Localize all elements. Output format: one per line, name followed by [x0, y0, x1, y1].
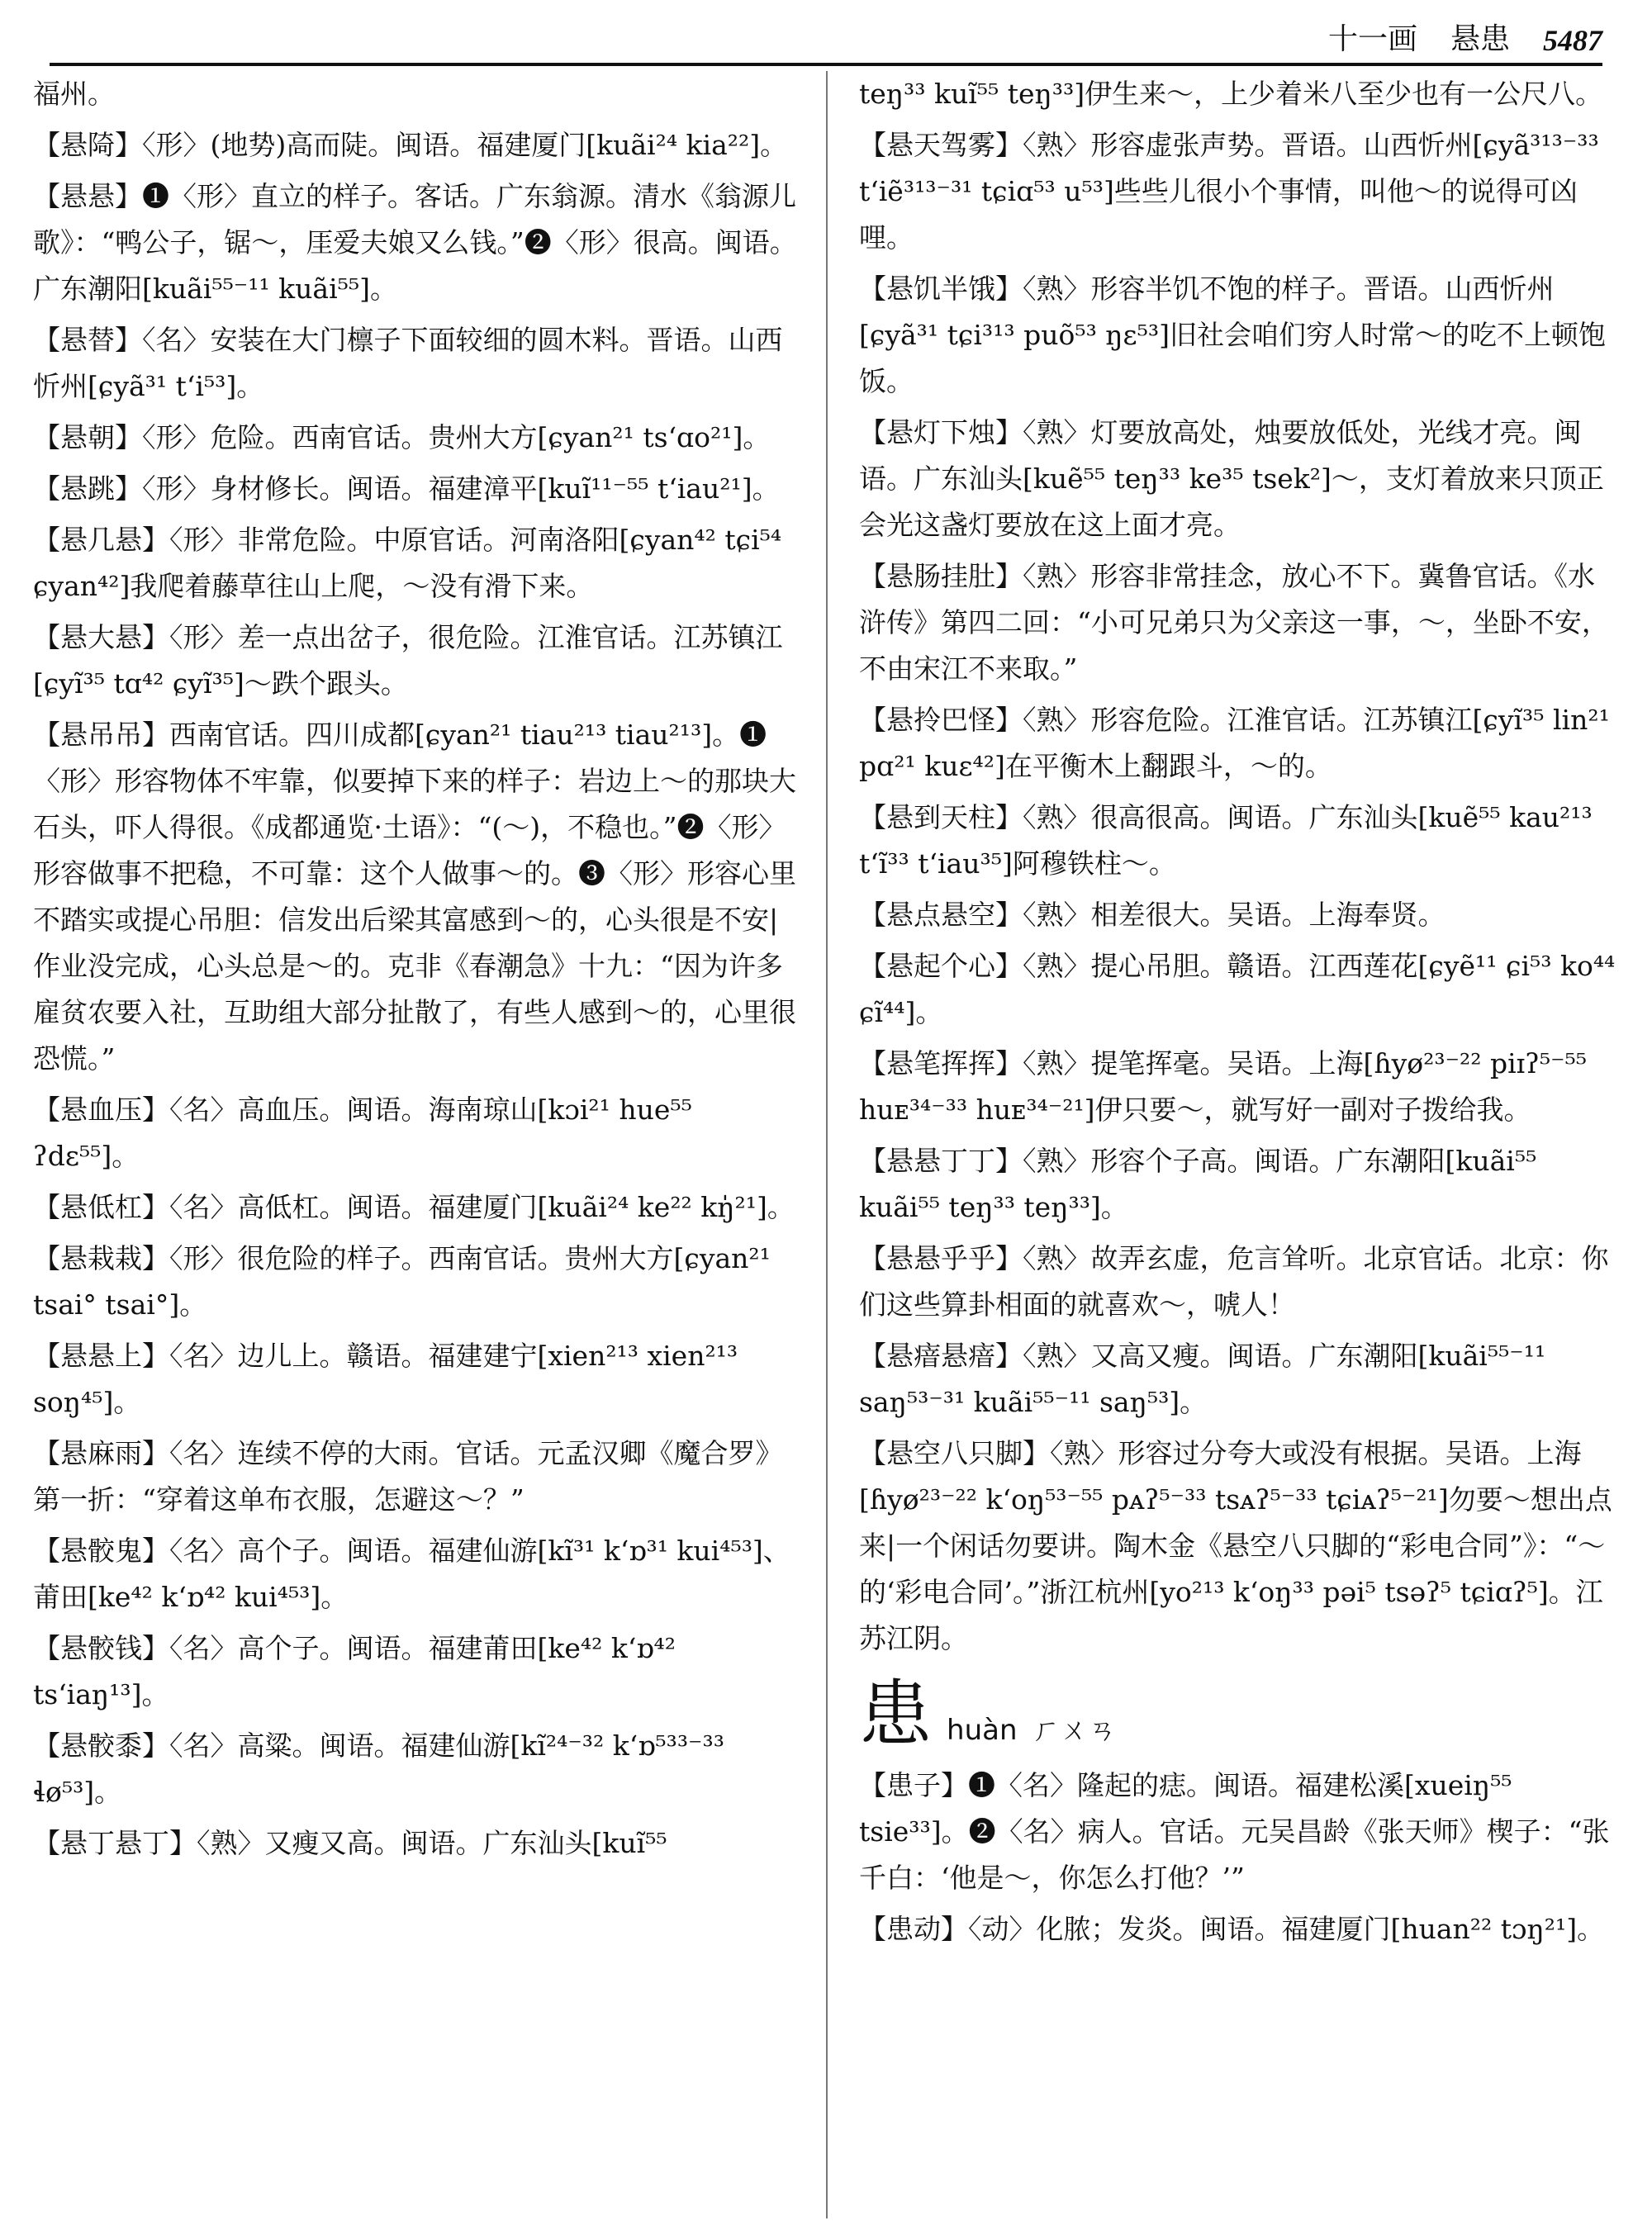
entry: 【悬悬】❶〈形〉直立的样子。客话。广东翁源。清水《翁源儿歌》：“鸭公子，锯～，厓爱夫娘又么钱。”❷〈形〉很高。闽语。广东潮阳[kuãi⁵⁵⁻¹¹ kuãi⁵⁵]。: [33, 180, 797, 305]
entry: 【悬点悬空】〈熟〉相差很大。吴语。上海奉贤。: [859, 899, 1446, 931]
entry: 【悬饥半饿】〈熟〉形容半饥不饱的样子。晋语。山西忻州[ɕyã³¹ tɕi³¹³ puõ⁵³ ŋɛ⁵³]旧社会咱们穷人时常～的吃不上顿饱饭。: [859, 273, 1606, 397]
entry: 【悬骹钱】〈名〉高个子。闽语。福建莆田[ke⁴² k‘ɒ⁴² ts‘iaŋ¹³]。: [33, 1632, 676, 1710]
entry: 【悬大悬】〈形〉差一点出岔子，很危险。江淮官话。江苏镇江[ɕyĩ³⁵ tɑ⁴² ɕyĩ³⁵]～跌个跟头。: [33, 621, 783, 700]
entry: 【悬陭】〈形〉(地势)高而陡。闽语。福建厦门[kuãi²⁴ kia²²]。: [33, 129, 788, 161]
page-header: [50, 15, 1602, 66]
head-zhuyin: ㄏㄨㄢ: [1032, 1714, 1117, 1747]
entry: teŋ³³ kuĩ⁵⁵ teŋ³³]伊生来～，上少着米八至少也有一公尺八。: [859, 78, 1603, 110]
entry: 【悬空八只脚】〈熟〉形容过分夸大或没有根据。吴语。上海[ɦyø²³⁻²² k‘oŋ⁵³⁻⁵⁵ pᴀʔ⁵⁻³³ tsᴀʔ⁵⁻³³ tɕiᴀʔ⁵⁻²¹]勿要～想出点来|一个闲话勿要讲。陶木金《悬空八只脚的“彩电合同”》：“～的‘彩电合同’。”浙江杭州[yo²¹³ k‘oŋ³³ pəi⁵ tsəʔ⁵ tɕiɑʔ⁵]。江苏江阴。: [859, 1437, 1612, 1654]
entry: 【悬跳】〈形〉身材修长。闽语。福建漳平[kuĩ¹¹⁻⁵⁵ t‘iau²¹]。: [33, 472, 780, 505]
entry: 【悬朝】〈形〉危险。西南官话。贵州大方[ɕyan²¹ ts‘ɑo²¹]。: [33, 421, 771, 453]
column-divider: [826, 71, 828, 2218]
entry: 【悬骹鬼】〈名〉高个子。闽语。福建仙游[kĩ³¹ k‘ɒ³¹ kui⁴⁵³]、莆田[ke⁴² k‘ɒ⁴² kui⁴⁵³]。: [33, 1535, 790, 1613]
entry: 【悬笔挥挥】〈熟〉提笔挥毫。吴语。上海[ɦyø²³⁻²² piɪʔ⁵⁻⁵⁵ huᴇ³⁴⁻³³ huᴇ³⁴⁻²¹]伊只要～，就写好一副对子拨给我。: [859, 1047, 1587, 1126]
character-heading: [859, 1673, 1619, 1756]
entry: 【悬悬乎乎】〈熟〉故弄玄虚，危言耸听。北京官话。北京：你们这些算卦相面的就喜欢～，唬人！: [859, 1242, 1609, 1321]
entry: 【患动】〈动〉化脓；发炎。闽语。福建厦门[huan²² tɔŋ²¹]。: [859, 1913, 1605, 1945]
entry: 【悬麻雨】〈名〉连续不停的大雨。官话。元孟汉卿《魔合罗》第一折：“穿着这单布衣服，怎避这～？”: [33, 1437, 783, 1516]
head-pinyin: huàn: [947, 1714, 1018, 1747]
entry: 【悬吊吊】西南官话。四川成都[ɕyan²¹ tiau²¹³ tiau²¹³]。❶〈形〉形容物体不牢靠，似要掉下来的样子：岩边上～的那块大石头，吓人得很。《成都通览·土语》：“(～)，不稳也。”❷〈形〉形容做事不把稳，不可靠：这个人做事～的。❸〈形〉形容心里不踏实或提心吊胆：信发出后梁其富感到～的，心头很是不安|作业没完成，心头总是～的。克非《春潮急》十九：“因为许多雇贫农要入社，互助组大部分扯散了，有些人感到～的，心里很恐慌。”: [33, 719, 796, 1075]
entry: 【悬灯下烛】〈熟〉灯要放高处，烛要放低处，光线才亮。闽语。广东汕头[kuẽ⁵⁵ teŋ³³ ke³⁵ tsek²]～，支灯着放来只顶正会光这盏灯要放在这上面才亮。: [859, 416, 1604, 541]
entry: 【悬丁悬丁】〈熟〉又瘦又高。闽语。广东汕头[kuĩ⁵⁵: [33, 1827, 667, 1859]
entry: 【悬起个心】〈熟〉提心吊胆。赣语。江西莲花[ɕyẽ¹¹ ɕi⁵³ ko⁴⁴ ɕĩ⁴⁴]。: [859, 950, 1616, 1028]
entry: 【患子】❶〈名〉隆起的痣。闽语。福建松溪[xueiŋ⁵⁵ tsie³³]。❷〈名〉病人。官话。元吴昌龄《张天师》楔子：“张千白：‘他是～，你怎么打他？’”: [859, 1769, 1610, 1894]
entry: 【悬替】〈名〉安装在大门檩子下面较细的圆木料。晋语。山西忻州[ɕyã³¹ t‘i⁵³]。: [33, 324, 783, 402]
entry: 【悬低杠】〈名〉高低杠。闽语。福建厦门[kuãi²⁴ ke²² kŋ̍²¹]。: [33, 1191, 795, 1223]
entry: 福州。: [33, 78, 115, 110]
entry: 【悬骹黍】〈名〉高粱。闽语。福建仙游[kĩ²⁴⁻³² k‘ɒ⁵³³⁻³³ ɬø⁵³]。: [33, 1729, 724, 1808]
entry: 【悬几悬】〈形〉非常危险。中原官话。河南洛阳[ɕyan⁴² tɕi⁵⁴ ɕyan⁴²]我爬着藤草往山上爬，～没有滑下来。: [33, 524, 782, 602]
header-section: 十一画: [1327, 22, 1417, 56]
entry: 【悬悬丁丁】〈熟〉形容个子高。闽语。广东潮阳[kuãi⁵⁵ kuãi⁵⁵ teŋ³³ teŋ³³]。: [859, 1145, 1537, 1223]
entry: 【悬天驾雾】〈熟〉形容虚张声势。晋语。山西忻州[ɕyã³¹³⁻³³ t‘iẽ³¹³⁻³¹ tɕiɑ⁵³ u⁵³]些些儿很小个事情，叫他～的说得可凶哩。: [859, 129, 1599, 254]
entry: 【悬血压】〈名〉高血压。闽语。海南琼山[kɔi²¹ hue⁵⁵ ʔdɛ⁵⁵]。: [33, 1094, 692, 1172]
entry: 【悬瘖悬瘖】〈熟〉又高又瘦。闽语。广东潮阳[kuãi⁵⁵⁻¹¹ saŋ⁵³⁻³¹ kuãi⁵⁵⁻¹¹ saŋ⁵³]。: [859, 1340, 1546, 1418]
entry: 【悬到天柱】〈熟〉很高很高。闽语。广东汕头[kuẽ⁵⁵ kau²¹³ t‘ĩ³³ t‘iau³⁵]阿穆铁柱～。: [859, 801, 1593, 880]
header-chars: 悬患: [1450, 22, 1510, 56]
head-character: 患: [859, 1672, 933, 1757]
left-column: [33, 71, 801, 2218]
entry: 【悬栽栽】〈形〉很危险的样子。西南官话。贵州大方[ɕyan²¹ tsai° tsai°]。: [33, 1242, 771, 1321]
right-column: [859, 71, 1619, 2218]
page-number: 5487: [1543, 24, 1602, 57]
entry: 【悬拎巴怪】〈熟〉形容危险。江淮官话。江苏镇江[ɕyĩ³⁵ lin²¹ pɑ²¹ kuɛ⁴²]在平衡木上翻跟斗，～的。: [859, 704, 1610, 782]
entry: 【悬悬上】〈名〉边儿上。赣语。福建建宁[xien²¹³ xien²¹³ soŋ⁴⁵]。: [33, 1340, 738, 1418]
entry: 【悬肠挂肚】〈熟〉形容非常挂念，放心不下。冀鲁官话。《水浒传》第四二回：“小可兄弟只为父亲这一事，～，坐卧不安，不由宋江不来取。”: [859, 560, 1609, 685]
